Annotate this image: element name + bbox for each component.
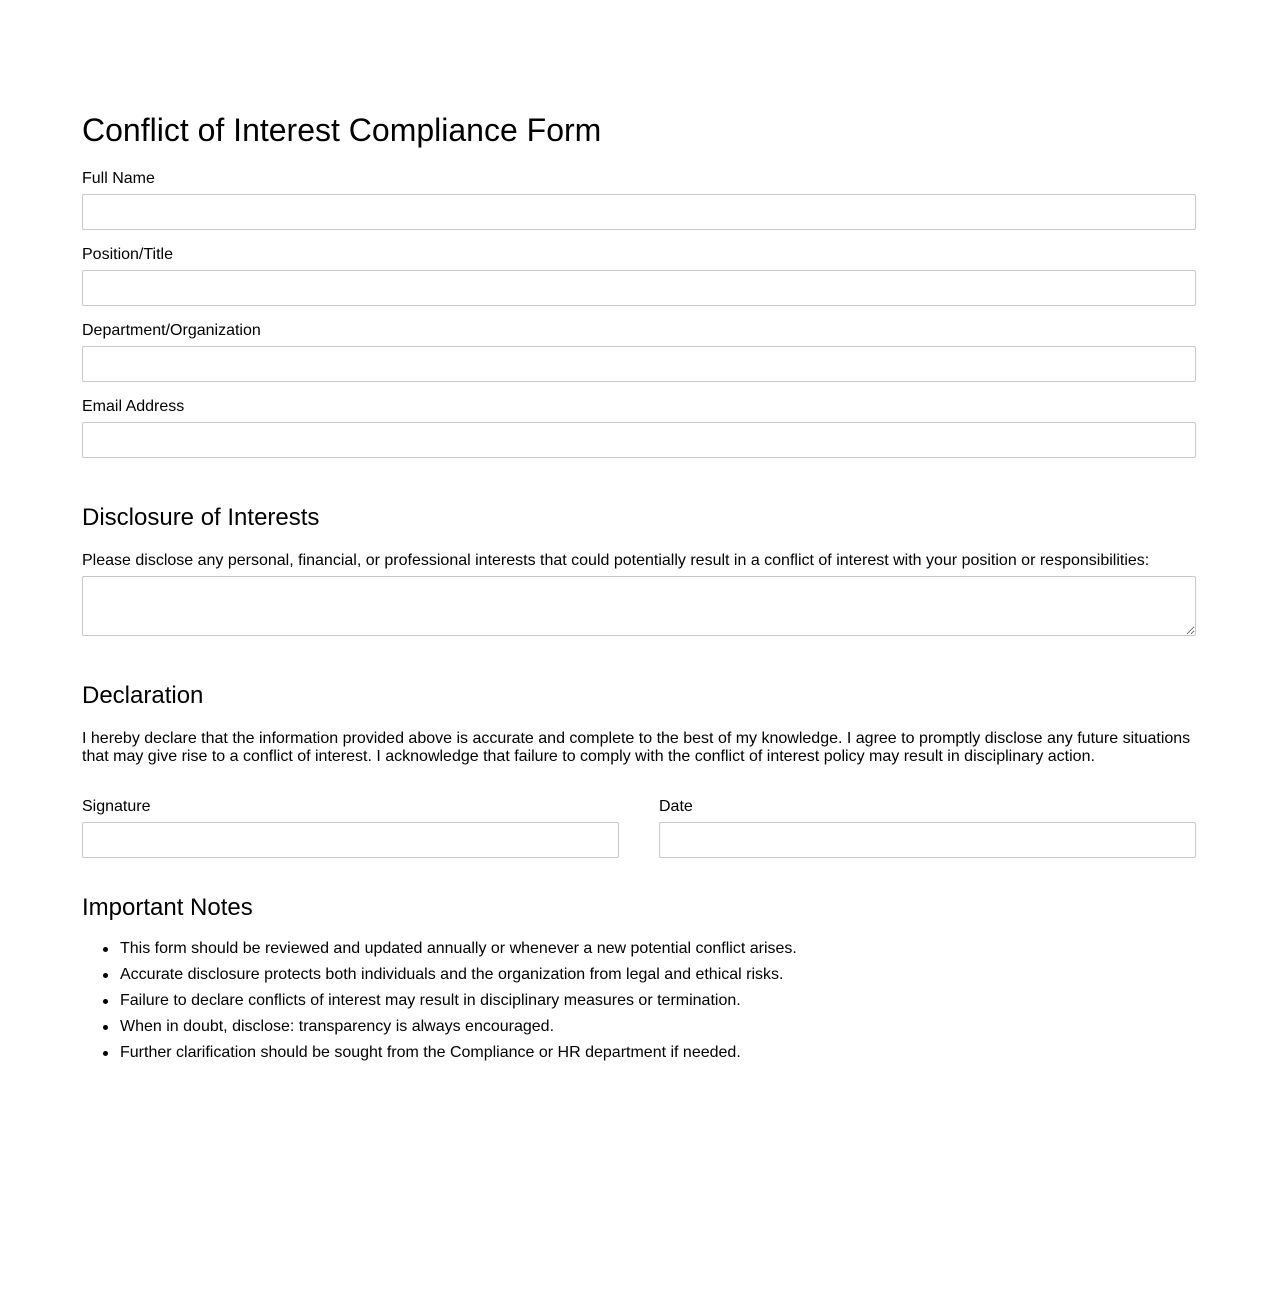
disclosure-heading: Disclosure of Interests [82,504,320,531]
date-label: Date [659,798,693,815]
note-text: Failure to declare conflicts of interest may result in disciplinary measures or termination. [120,992,741,1009]
bullet-icon [103,947,108,952]
note-text: Accurate disclosure protects both individuals and the organization from legal and ethical risks. [120,966,784,983]
list-item [120,966,797,992]
note-text: When in doubt, disclose: transparency is always encouraged. [120,1018,555,1035]
signature-label: Signature [82,798,151,815]
bullet-icon [103,1025,108,1030]
list-item [120,992,797,1018]
disclosure-prompt: Please disclose any personal, financial, or professional interests that could potentially result in a conflict of interest with your position or responsibilities: [82,552,1150,569]
note-text: This form should be reviewed and updated annually or whenever a new potential conflict arises. [120,940,797,957]
email-label: Email Address [82,398,185,415]
declaration-heading: Declaration [82,682,204,709]
declaration-text: I hereby declare that the information provided above is accurate and complete to the best of my knowledge. I agree to promptly disclose any future situations that may give rise to a conflict of interest. I acknowledge that failure to comply with the conflict of interest policy may result in disciplinary action. [82,730,1191,765]
important-notes-heading: Important Notes [82,894,253,921]
signature-input[interactable] [82,822,619,858]
bullet-icon [103,999,108,1004]
list-item [120,1018,797,1044]
position-title-label: Position/Title [82,246,173,263]
list-item [120,1044,797,1070]
bullet-icon [103,1051,108,1056]
full-name-input[interactable] [82,194,1196,230]
department-label: Department/Organization [82,322,261,339]
page-title: Conflict of Interest Compliance Form [82,112,602,148]
date-input[interactable] [659,822,1196,858]
note-text: Further clarification should be sought from the Compliance or HR department if needed. [120,1044,741,1061]
disclosure-textarea[interactable] [82,576,1196,636]
department-input[interactable] [82,346,1196,382]
email-input[interactable] [82,422,1196,458]
full-name-label: Full Name [82,170,155,187]
list-item [120,940,797,966]
position-title-input[interactable] [82,270,1196,306]
bullet-icon [103,973,108,978]
notes-list [82,940,797,1070]
